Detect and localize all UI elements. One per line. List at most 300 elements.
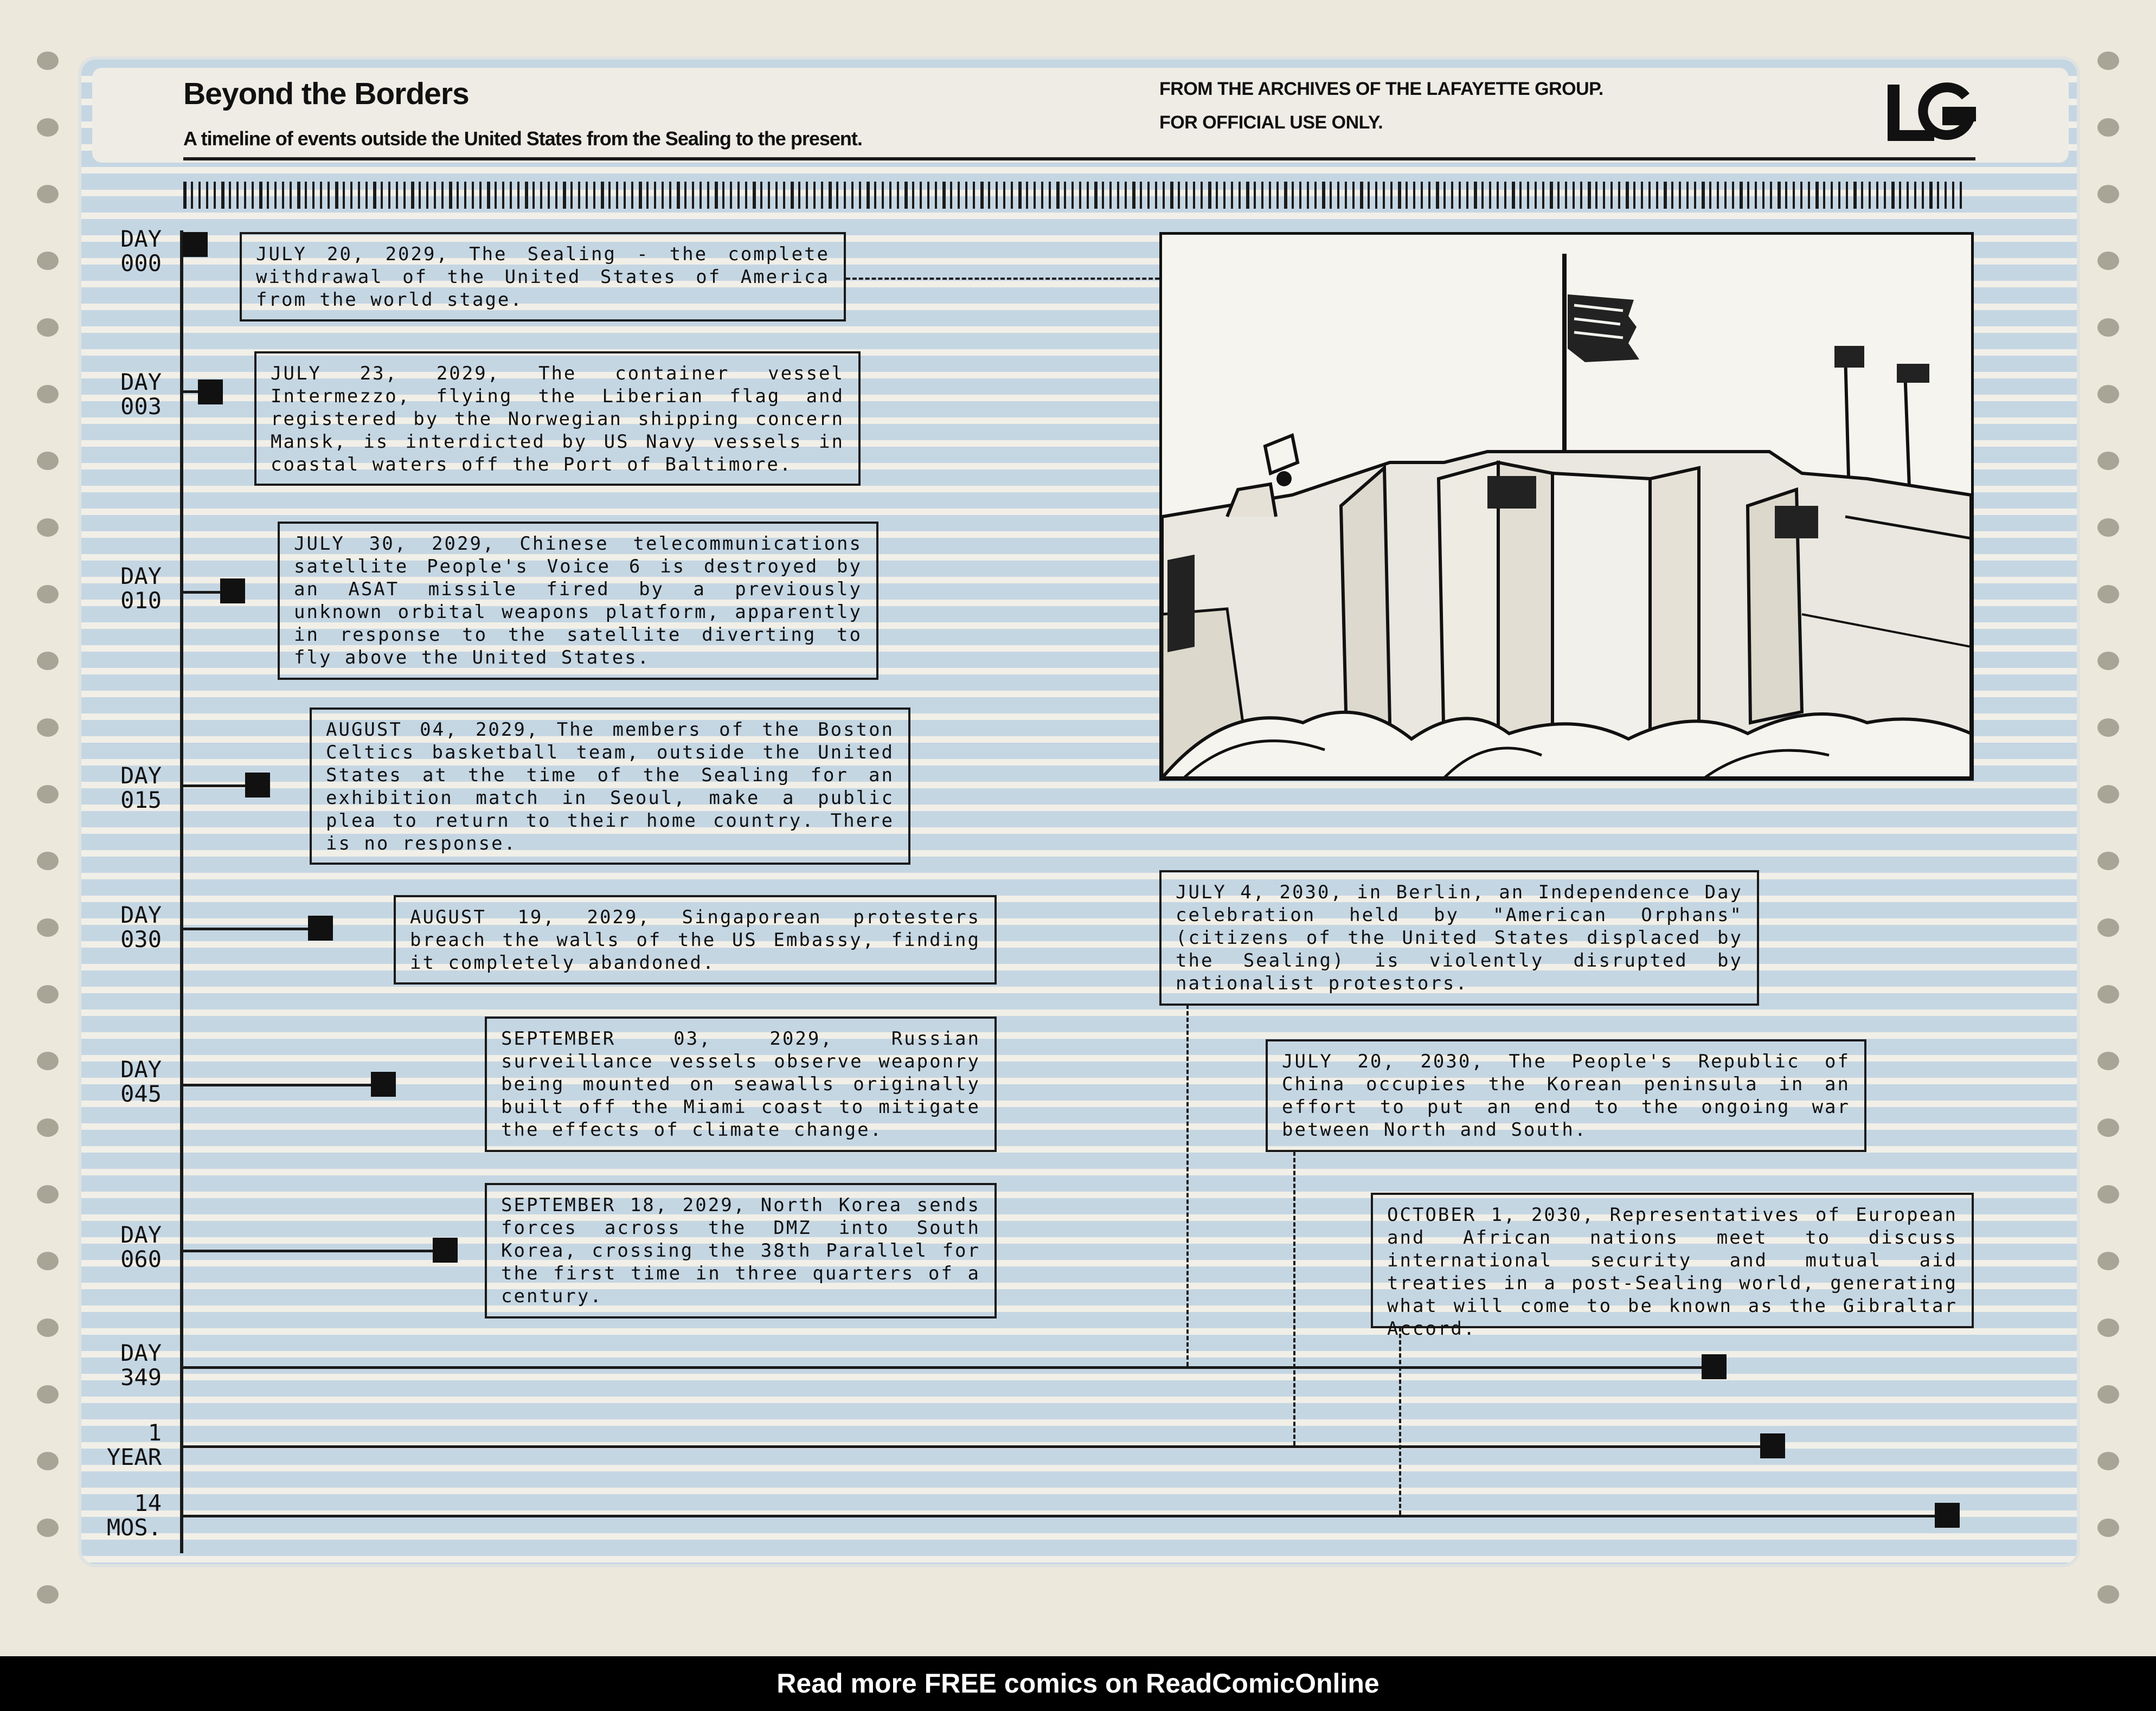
ruler-tick <box>1831 182 1833 209</box>
event-text: The Sealing - the complete withdrawal of the United States of America from the world stage. <box>256 243 830 311</box>
ruler-tick <box>1846 182 1848 209</box>
event-date: OCTOBER 1, 2030, <box>1387 1204 1595 1226</box>
ruler-tick <box>1907 182 1909 209</box>
timeline-marker-060 <box>433 1238 458 1263</box>
ruler-tick <box>1633 182 1635 209</box>
ruler-tick <box>1254 182 1256 209</box>
ruler-tick <box>1102 182 1104 209</box>
ruler-tick <box>783 182 785 209</box>
ruler-tick <box>1755 182 1757 209</box>
perforation-hole <box>37 985 59 1004</box>
ruler-tick <box>1709 182 1711 209</box>
ruler-tick <box>1185 182 1188 209</box>
ruler-tick <box>290 182 292 209</box>
ruler-tick <box>1671 182 1673 209</box>
ruler-tick <box>798 182 800 209</box>
event-date: JULY 23, 2029, <box>271 363 501 384</box>
ruler-tick <box>1481 182 1484 209</box>
ruler-tick <box>1793 182 1795 209</box>
ruler-tick <box>1686 182 1689 209</box>
ruler-tick <box>1049 182 1051 209</box>
perforation-hole <box>37 1452 59 1470</box>
perforation-hole <box>37 1385 59 1404</box>
perforation-hole <box>2097 185 2119 203</box>
ruler-tick <box>487 182 490 209</box>
ruler-tick <box>229 182 231 209</box>
ruler-tick <box>1239 182 1241 209</box>
ruler-tick <box>1087 182 1089 209</box>
ruler-tick <box>745 182 747 209</box>
ruler-tick <box>920 182 922 209</box>
ruler-tick <box>510 182 512 209</box>
ruler-tick <box>624 182 626 209</box>
ruler-tick <box>996 182 998 209</box>
ruler-tick <box>1026 182 1028 209</box>
ruler-tick <box>593 182 595 209</box>
timeline-marker-030 <box>308 916 333 941</box>
ruler-tick <box>517 182 519 209</box>
ruler-tick <box>1193 182 1195 209</box>
ruler-tick <box>1694 182 1696 209</box>
ruler-tick <box>563 182 566 209</box>
ruler-tick <box>457 182 459 209</box>
ruler-tick <box>1216 182 1218 209</box>
page-subtitle: A timeline of events outside the United States from the Sealing to the present. <box>183 127 862 150</box>
ruler-tick <box>1360 182 1363 209</box>
perforation-hole <box>2097 718 2119 737</box>
ruler-tick <box>1519 182 1522 209</box>
timeline-connector-003 <box>183 390 200 393</box>
ruler-tick <box>1497 182 1499 209</box>
ruler-tick <box>1762 182 1764 209</box>
ruler-tick <box>1664 182 1667 209</box>
day-label-045: DAY 045 <box>120 1056 162 1107</box>
ruler-tick <box>1595 182 1597 209</box>
ruler-tick <box>388 182 390 209</box>
ruler-tick <box>252 182 254 209</box>
ruler-tick <box>1861 182 1863 209</box>
ruler-tick <box>1474 182 1477 209</box>
ruler-tick <box>1451 182 1453 209</box>
perforation-hole <box>37 1519 59 1537</box>
ruler-tick <box>935 182 937 209</box>
event-box-14-months <box>1371 1193 1974 1340</box>
ruler-tick <box>1056 182 1060 209</box>
ruler-tick <box>1747 182 1749 209</box>
ruler-tick <box>927 182 929 209</box>
ruler-tick <box>472 182 474 209</box>
ruler-tick <box>715 182 718 209</box>
ruler-tick <box>1125 182 1127 209</box>
ruler-tick <box>1406 182 1408 209</box>
ruler-tick <box>214 182 216 209</box>
ruler-tick <box>532 182 535 209</box>
ruler-tick <box>236 182 239 209</box>
perforation-hole <box>37 452 59 470</box>
ruler-tick <box>1223 182 1225 209</box>
ruler-tick <box>221 182 224 209</box>
ruler-tick <box>441 182 444 209</box>
ruler-tick <box>616 182 618 209</box>
event-date: JULY 30, 2029, <box>294 533 496 555</box>
event-date: SEPTEMBER 03, 2029, <box>501 1028 833 1050</box>
ruler-tick <box>859 182 861 209</box>
timeline-connector-015 <box>183 784 246 787</box>
ruler-tick <box>403 182 406 209</box>
ruler-tick <box>1443 182 1446 209</box>
event-text: Chinese telecommunications satellite People's Voice 6 is destroyed by an ASAT missile fired by a previously unknown orbital weapons platform, apparently in response to the satellite diverting to fly above the United States. <box>294 533 862 668</box>
perforation-hole <box>37 852 59 870</box>
event-date: JULY 4, 2030, <box>1176 882 1343 903</box>
ruler-tick <box>1588 182 1591 209</box>
perforation-hole <box>37 652 59 670</box>
ruler-tick <box>548 182 550 209</box>
day-label-000: DAY 000 <box>120 226 162 276</box>
day-label-015: DAY 015 <box>120 762 162 813</box>
ruler-tick <box>540 182 542 209</box>
perforation-hole <box>37 1252 59 1270</box>
ruler-tick <box>1542 182 1544 209</box>
ruler-tick <box>1641 182 1643 209</box>
ruler-tick <box>1421 182 1423 209</box>
seawall-illustration <box>1159 232 1974 781</box>
perforation-hole <box>2097 1585 2119 1604</box>
ruler-tick <box>1626 182 1629 209</box>
day-label-003: DAY 003 <box>120 369 162 420</box>
timeline-connector-030 <box>183 928 309 930</box>
ruler-tick <box>297 182 300 209</box>
ruler-tick <box>419 182 421 209</box>
ruler-tick <box>1603 182 1605 209</box>
ruler-tick <box>1884 182 1886 209</box>
ruler-tick <box>1823 182 1825 209</box>
perforation-hole <box>2097 1519 2119 1537</box>
ruler-tick <box>1945 182 1947 209</box>
timeline-connector-349 <box>183 1366 1714 1369</box>
ruler-tick <box>1527 182 1529 209</box>
perforation-hole <box>2097 52 2119 70</box>
ruler-tick <box>1163 182 1165 209</box>
ruler-tick <box>259 182 262 209</box>
event-text: Russian surveillance vessels observe weaponry being mounted on seawalls originally built off the Miami coast to mitigate the effects of climate change. <box>501 1028 980 1141</box>
perforation-hole <box>37 918 59 937</box>
event-date: AUGUST 04, 2029, <box>326 719 540 741</box>
ruler-tick <box>411 182 414 209</box>
event-text: The members of the Boston Celtics basketball team, outside the United States at the time of the Sealing for an exhibition match in Seoul, make a public plea to return to their home country. There is no response. <box>326 719 895 854</box>
perforation-hole <box>2097 518 2119 537</box>
perforation-hole <box>2097 585 2119 603</box>
perforation-hole <box>2097 252 2119 270</box>
ruler-tick <box>1170 182 1173 209</box>
ruler-tick <box>1929 182 1933 209</box>
ruler-tick <box>1732 182 1734 209</box>
perforation-hole <box>37 385 59 403</box>
event-date: JULY 20, 2030, <box>1282 1051 1484 1072</box>
ruler-tick <box>373 182 376 209</box>
perforation-hole <box>37 585 59 603</box>
ruler-tick <box>1960 182 1962 209</box>
ruler-tick <box>654 182 656 209</box>
ruler-tick <box>1853 182 1857 209</box>
ruler-tick <box>1580 182 1582 209</box>
perforation-hole <box>2097 1185 2119 1204</box>
ruler-tick <box>1269 182 1271 209</box>
day-label-1-year: 1 YEAR <box>106 1419 162 1470</box>
ruler-tick <box>1724 182 1727 209</box>
ruler-tick <box>1330 182 1332 209</box>
ruler-tick <box>1208 182 1211 209</box>
ruler-tick <box>350 182 352 209</box>
day-label-060: DAY 060 <box>120 1221 162 1272</box>
leader-14-months <box>1399 1327 1401 1515</box>
ruler-tick <box>1140 182 1142 209</box>
ruler-tick <box>1231 182 1233 209</box>
ruler-tick <box>973 182 975 209</box>
ruler-tick <box>1034 182 1036 209</box>
perforation-hole <box>2097 652 2119 670</box>
ruler-tick <box>1815 182 1819 209</box>
ruler-tick <box>942 182 946 209</box>
ruler-tick <box>1504 182 1506 209</box>
ruler-tick <box>1276 182 1279 209</box>
ruler-tick <box>1785 182 1787 209</box>
ruler-tick <box>646 182 649 209</box>
ruler-tick <box>1914 182 1916 209</box>
ruler-tick <box>662 182 664 209</box>
leader-to-photo <box>846 278 1159 280</box>
ruler-tick <box>343 182 345 209</box>
ruler-tick <box>684 182 686 209</box>
ruler-tick <box>1922 182 1924 209</box>
perforation-hole <box>2097 985 2119 1004</box>
ruler-tick <box>274 182 277 209</box>
ruler-tick <box>1109 182 1112 209</box>
perforation-hole <box>37 1318 59 1337</box>
ruler-tick <box>381 182 383 209</box>
perforation-hole <box>2097 1252 2119 1270</box>
ruler-tick <box>791 182 794 209</box>
ruler-tick <box>586 182 588 209</box>
ruler-tick <box>1132 182 1135 209</box>
day-label-030: DAY 030 <box>120 902 162 953</box>
event-box-day-045 <box>485 1017 997 1152</box>
ruler-tick <box>1800 182 1802 209</box>
ruler-tick <box>601 182 604 209</box>
ruler-tick <box>555 182 557 209</box>
header-rule <box>183 157 1975 160</box>
event-box-day-000 <box>240 232 846 321</box>
ruler-tick <box>578 182 580 209</box>
leader-1-year <box>1293 1152 1295 1445</box>
ruler-tick <box>912 182 914 209</box>
timeline-connector-14-months <box>183 1515 1947 1517</box>
ruler-tick <box>305 182 307 209</box>
event-text: Singaporean protesters breach the walls of the US Embassy, finding it completely abandoned. <box>410 906 980 974</box>
ruler-tick <box>1368 182 1370 209</box>
ruler-tick <box>1618 182 1620 209</box>
day-label-010: DAY 010 <box>120 563 162 614</box>
ruler-tick <box>1299 182 1301 209</box>
ruler-tick <box>479 182 482 209</box>
ruler-tick <box>730 182 732 209</box>
ruler-tick <box>851 182 854 209</box>
ruler-tick <box>707 182 709 209</box>
event-text: Representatives of European and African nations meet to discuss international security and mutual aid treaties in a post-Sealing world, generating what will come to be known as the Gibraltar Accord. <box>1387 1204 1958 1340</box>
ruler-tick <box>700 182 702 209</box>
ruler-tick <box>1648 182 1651 209</box>
perforation-hole <box>37 318 59 337</box>
ruler-tick <box>434 182 436 209</box>
perforation-hole <box>2097 1318 2119 1337</box>
ruler-tick <box>1436 182 1439 209</box>
timeline-axis <box>180 230 183 1553</box>
ruler-tick <box>335 182 338 209</box>
ruler-tick <box>1702 182 1705 209</box>
timeline-connector-010 <box>183 591 221 594</box>
timeline-connector-060 <box>183 1250 434 1252</box>
ruler-tick <box>836 182 838 209</box>
ruler-tick <box>1413 182 1415 209</box>
perforation-hole <box>37 785 59 803</box>
ruler-tick <box>874 182 876 209</box>
ruler-tick <box>904 182 908 209</box>
day-label-349: DAY 349 <box>120 1340 162 1391</box>
ruler-tick <box>449 182 452 209</box>
ruler-tick <box>1071 182 1074 209</box>
ruler-tick <box>980 182 984 209</box>
ruler-tick <box>844 182 846 209</box>
ruler-tick <box>1679 182 1681 209</box>
timeline-marker-000 <box>183 232 208 257</box>
tick-ruler <box>183 182 1975 209</box>
official-use-notice: FOR OFFICIAL USE ONLY. <box>1159 112 1383 133</box>
ruler-tick <box>1322 182 1325 209</box>
ruler-tick <box>950 182 952 209</box>
timeline-marker-349 <box>1702 1354 1727 1379</box>
ruler-tick <box>198 182 201 209</box>
event-box-day-030 <box>394 895 997 985</box>
event-text: in Berlin, an Independence Day celebration held by "American Orphans" (citizens of the United States displaced by the Sealing) is violently disrupted by nationalist protestors. <box>1176 882 1743 994</box>
ruler-tick <box>1003 182 1005 209</box>
event-box-day-349 <box>1159 870 1759 1006</box>
ruler-tick <box>897 182 899 209</box>
ruler-tick <box>1261 182 1263 209</box>
ruler-tick <box>1292 182 1294 209</box>
ruler-tick <box>1314 182 1317 209</box>
page-title: Beyond the Borders <box>183 76 469 111</box>
ruler-tick <box>768 182 770 209</box>
event-text: The container vessel Intermezzo, flying the Liberian flag and registered by the Norwegian shipping concern Mansk, is interdicted by US Navy vessels in coastal waters off the Port of Baltimore. <box>271 363 844 475</box>
lafayette-group-logo <box>1884 80 1977 144</box>
footer-banner[interactable]: Read more FREE comics on ReadComicOnline <box>0 1656 2156 1711</box>
ruler-tick <box>722 182 724 209</box>
ruler-tick <box>1079 182 1081 209</box>
ruler-tick <box>183 182 187 209</box>
ruler-tick <box>396 182 398 209</box>
ruler-tick <box>1557 182 1560 209</box>
event-box-day-015 <box>310 707 910 865</box>
timeline-marker-010 <box>220 578 245 603</box>
ruler-tick <box>312 182 315 209</box>
ruler-tick <box>760 182 762 209</box>
perforation-hole <box>2097 1118 2119 1137</box>
perforation-hole <box>2097 452 2119 470</box>
ruler-tick <box>244 182 246 209</box>
ruler-tick <box>958 182 960 209</box>
perforation-hole <box>2097 118 2119 137</box>
ruler-tick <box>1610 182 1613 209</box>
ruler-tick <box>775 182 778 209</box>
ruler-tick <box>1937 182 1939 209</box>
ruler-tick <box>677 182 680 209</box>
ruler-tick <box>813 182 816 209</box>
perforation-hole <box>37 252 59 270</box>
ruler-tick <box>1284 182 1287 209</box>
ruler-tick <box>608 182 611 209</box>
ruler-tick <box>1573 182 1575 209</box>
ruler-tick <box>692 182 694 209</box>
ruler-tick <box>1808 182 1810 209</box>
timeline-connector-045 <box>183 1084 372 1086</box>
ruler-tick <box>829 182 832 209</box>
archive-notice: FROM THE ARCHIVES OF THE LAFAYETTE GROUP. <box>1159 79 1603 99</box>
ruler-tick <box>1770 182 1772 209</box>
event-date: JULY 20, 2029, <box>256 243 449 265</box>
ruler-tick <box>1201 182 1203 209</box>
event-box-day-010 <box>278 522 878 680</box>
ruler-tick <box>464 182 466 209</box>
ruler-tick <box>1155 182 1157 209</box>
ruler-tick <box>328 182 330 209</box>
perforation-hole <box>37 185 59 203</box>
ruler-tick <box>1337 182 1339 209</box>
ruler-tick <box>1117 182 1119 209</box>
ruler-tick <box>1512 182 1515 209</box>
ruler-tick <box>1869 182 1871 209</box>
ruler-tick <box>495 182 497 209</box>
perforation-hole <box>37 1118 59 1137</box>
perforation-hole <box>2097 318 2119 337</box>
ruler-tick <box>320 182 322 209</box>
perforation-hole <box>2097 918 2119 937</box>
ruler-tick <box>1717 182 1719 209</box>
timeline-connector-1-year <box>183 1445 1774 1448</box>
ruler-tick <box>1345 182 1347 209</box>
perforation-hole <box>2097 1385 2119 1404</box>
ruler-tick <box>753 182 756 209</box>
ruler-tick <box>206 182 208 209</box>
ruler-tick <box>1094 182 1098 209</box>
event-date: SEPTEMBER 18, 2029, <box>501 1194 747 1216</box>
perforation-hole <box>37 718 59 737</box>
event-text: North Korea sends forces across the DMZ into South Korea, crossing the 38th Parallel for the first time in three quarters of a century. <box>501 1194 980 1307</box>
ruler-tick <box>1778 182 1781 209</box>
perforation-hole <box>2097 1052 2119 1070</box>
ruler-tick <box>806 182 808 209</box>
ruler-tick <box>1899 182 1901 209</box>
ruler-tick <box>1041 182 1043 209</box>
timeline-marker-015 <box>245 773 270 797</box>
ruler-tick <box>988 182 990 209</box>
ruler-tick <box>1428 182 1430 209</box>
timeline-marker-045 <box>371 1072 396 1097</box>
ruler-tick <box>1147 182 1150 209</box>
ruler-tick <box>365 182 368 209</box>
ruler-tick <box>821 182 823 209</box>
ruler-tick <box>1459 182 1461 209</box>
perforation-hole <box>37 518 59 537</box>
ruler-tick <box>267 182 269 209</box>
